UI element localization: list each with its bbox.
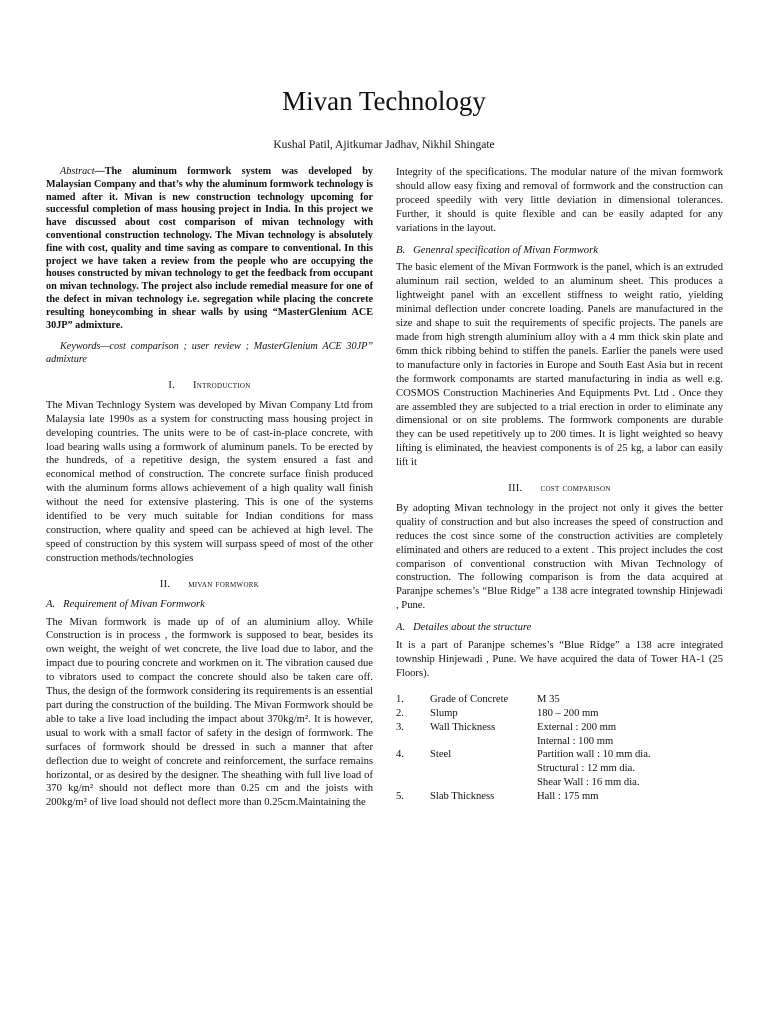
spec-item-number: 4. — [396, 749, 404, 761]
subsection-heading-requirement — [46, 598, 373, 612]
subsection-title: Detailes about the structure — [413, 622, 532, 634]
spec-item-value: Hall : 175 mm — [537, 791, 599, 803]
subsection-title: Requirement of Mivan Formwork — [63, 598, 205, 610]
subsection-heading-structure — [396, 621, 723, 635]
spec-item-key: Slab Thickness — [430, 791, 495, 803]
requirement-text-continued: Integrity of the specifications. The modular nature of the mivan formwork should allow easy fixing and removal of formwork and the construction can proceed speedily with very little deviation in dimensional tolerances. Further, it should is quite flexible and can be easily adapted for any variations in the layout. — [396, 167, 723, 234]
section-heading-introduction — [46, 379, 373, 393]
right-column — [396, 166, 723, 804]
section-title: cost comparison — [540, 483, 611, 495]
abstract-label: Abstract — [60, 166, 95, 177]
spec-item-value: Structural : 12 mm dia. — [537, 763, 635, 775]
section-title: mivan formwork — [188, 578, 260, 590]
spec-item-key: Steel — [430, 749, 452, 761]
introduction-text: The Mivan Technlogy System was developed by Mivan Company Ltd from Malaysia late 1990s as a system for constructing mass housing project in developing countries. The units were to be of cast-in-place concrete, with load bearing walls using a formwork of aluminum panels. To be erected by the hundreds, of a repetitive design, the system ensured a fast and economical method of construction. The concrete surface finish produced with the aluminum forms allows achievement of a high quality wall finish without the need for extensive plastering. This is one of the systems identified to be very much suitable for Indian conditions for mass construction, where quality and speed can be achieved at high level. The speed of construction by this system will surpass speed of most of the other construction methods/technologies — [46, 399, 373, 564]
section-title: Introduction — [193, 379, 251, 391]
structure-text: It is a part of Paranjpe schemes’s “Blue Ridge” a 138 acre integrated township Hinjewadi , Pune. We have acquired the data of Tower HA-1 (25 Floors). — [396, 640, 723, 679]
spec-item-value: Partition wall : 10 mm dia. — [537, 749, 651, 761]
subsection-letter: A. — [46, 598, 56, 610]
left-column — [46, 166, 373, 810]
spec-item-value: 180 – 200 mm — [537, 707, 599, 719]
subsection-letter: A. — [396, 622, 406, 634]
abstract — [46, 166, 373, 332]
spec-table-row — [396, 693, 651, 707]
spec-table-row — [396, 762, 651, 776]
spec-table-row — [396, 721, 651, 735]
paper-title: Mivan Technology — [282, 86, 486, 116]
spec-table-row — [396, 790, 651, 804]
spec-item-value: Shear Wall : 16 mm dia. — [537, 777, 640, 789]
section-number: I. — [168, 379, 176, 391]
author-list: Kushal Patil, Ajitkumar Jadhav, Nikhil Shingate — [273, 139, 495, 151]
spec-item-number — [396, 776, 430, 790]
spec-item-number: 2. — [396, 707, 404, 719]
spec-item-value: External : 200 mm — [537, 721, 617, 733]
section-heading-mivan-formwork — [46, 578, 373, 592]
general-spec-text: The basic element of the Mivan Formwork is the panel, which is an extruded aluminum rail section, welded to an aluminum sheet. This produces a lightweight panel with an excellent stiffness to weight ratio, yielding minimal deflection under concrete loading. Panels are manufactured in the size and shape to suit the requirements of specific projects. The panels are made from high strength aluminium alloy with a 4 mm thick skin plate and 6mm thick ribbing behind to stiffen the panels. Earlier the panels were used to manufacture only in factories in Europe and South East Asia but in recent the formwork componamts are started manufacturing in india as well e.g. COSMOS Construction Machineries And Equipments Pvt. Ltd . Once they are assembled they are subjected to a trial erection in order to eliminate any dimensional or on site problems. The formwork components are durable they can be used repetitively up to 200 times. It is light weighted so heavy lifting is eliminated, the heaviest components is of 25 kg, a labor can easily lift it — [396, 262, 723, 469]
spec-item-number: 1. — [396, 693, 404, 705]
subsection-letter: B. — [396, 244, 406, 256]
subsection-title: Genenral specification of Mivan Formwork — [413, 244, 598, 256]
spec-item-number: 5. — [396, 791, 404, 803]
cost-comparison-text: By adopting Mivan technology in the project not only it gives the better quality of construction and but also increases the speed of construction and reduces the cost since some of the construction activities are completely eliminated and others are reduced to a extent . This project includes the cost comparison of conventional construction with Mivan Technology of construction. The following comparison is from the data acquired at Paranjpe schemes’s “Blue Ridge” a 138 acre integrated township Hinjewadi , Pune. — [396, 502, 723, 612]
section-number: III. — [508, 483, 523, 495]
spec-table-row — [396, 735, 651, 749]
keywords: Keywords—cost comparison ; user review ; MasterGlenium ACE 30JP” admixture — [46, 341, 373, 366]
section-heading-cost-comparison — [396, 482, 723, 496]
spec-table-row — [396, 748, 651, 762]
spec-item-number — [396, 762, 430, 776]
abstract-text: —The aluminum formwork system was developed by Malaysian Company and that’s why the aluminum formwork technology is named after it. Mivan is new construction technology upcoming for successful completion of mass housing project in India. In this project we have discussed about cost comparison of mivan technology with conventional construction technology. The Mivan technology is absolutely fine with cost, quality and time saving as compare to conventional. In this project we have taken a review from the people who are occupying the houses constructed by mivan technology to get the feedback from occupant on mivan technology. The project also include remedial measure for one of the defect in mivan technology i.e. segregation while placing the concrete resulting honeycombing in shear walls by using “MasterGlenium ACE 30JP” admixture. — [46, 166, 373, 331]
spec-item-number — [396, 735, 430, 749]
spec-table-row — [396, 776, 651, 790]
spec-item-number: 3. — [396, 721, 404, 733]
structure-spec-table — [396, 693, 651, 804]
spec-item-key — [430, 735, 537, 749]
requirement-text: The Mivan formwork is made up of of an aluminium alloy. While Construction is in process , the formwork is supposed to bear, besides its own weight, the weight of wet concrete, the live load due to labor, and the impact due to pouring concrete and workmen on it. The vibration caused due to vibrators used to compact the concrete should also be taken care off. Thus, the design of the formwork considering its requirements is an essential part during the construction of the building. The Mivan Formwork should be able to take a live load including the impact about 370kg/m². It is however, usual to work with a small factor of safety in the design of formwork. The surfaces of formwork should be dressed in such a manner that after deflection due to weight of concrete and reinforcement, the surface remains horizontal, or as desired by the designer. The sheathing with full live load of 370 kg/m² should not deflect more than 0.25 cm and the joists with 200kg/m² of live load should not deflect more than 0.25cm.Maintaining the — [46, 616, 373, 809]
subsection-heading-general-spec — [396, 244, 723, 258]
spec-item-key: Grade of Concrete — [430, 693, 509, 705]
section-number: II. — [159, 578, 171, 590]
spec-item-key — [430, 776, 537, 790]
spec-item-key: Wall Thickness — [430, 721, 496, 733]
spec-item-value: Internal : 100 mm — [537, 735, 614, 747]
spec-item-key: Slump — [430, 707, 458, 719]
spec-table-row — [396, 707, 651, 721]
spec-item-value: M 35 — [537, 693, 560, 705]
spec-item-key — [430, 762, 537, 776]
